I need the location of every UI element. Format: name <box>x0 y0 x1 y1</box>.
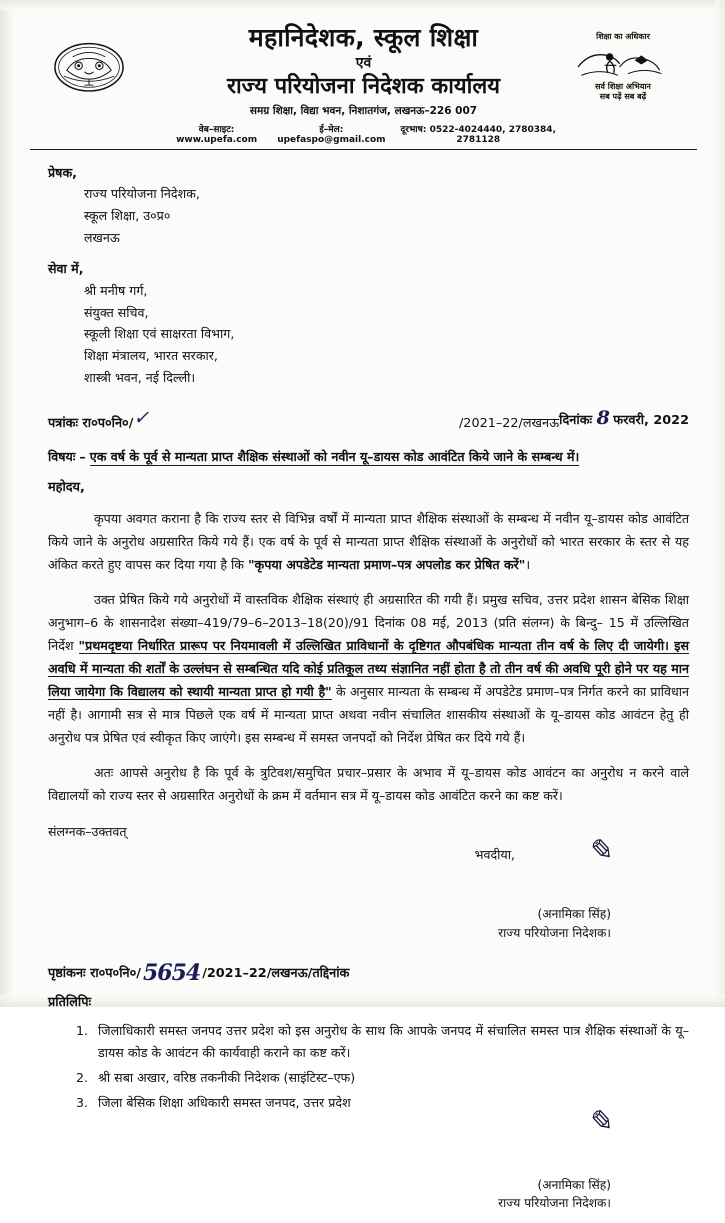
paragraph-1 <box>48 508 689 577</box>
reference-line <box>48 402 689 435</box>
endorsement-number: 5654 <box>142 959 201 986</box>
signature-block-2 <box>48 1103 689 1213</box>
rte-logo-text-bottom: सब पढ़ें सब बढ़ें <box>599 92 647 101</box>
copy-to-label: प्रतिलिपिः <box>48 994 92 1010</box>
endorsement-suffix: /2021–22/लखनऊ/तद्दिनांक <box>202 965 350 981</box>
subject-text: एक वर्ष के पूर्व से मान्यता प्राप्त शैक्षिक संस्थाओं को नवीन यू–डायस कोड आवंटित किये जाने के सम्बन्ध में। <box>89 449 580 465</box>
up-government-emblem-icon <box>52 40 126 96</box>
paragraph-1-quote: "कृपया अपडेटेड मान्यता प्रमाण–पत्र अपलोड कर प्रेषित करें" <box>247 556 526 572</box>
to-line4: शिक्षा मंत्रालय, भारत सरकार, <box>84 348 218 364</box>
list-item: 1. जिलाधिकारी समस्त जनपद उत्तर प्रदेश को इस अनुरोध के साथ कि आपके जनपद में संचालित समस्त पात्र शैक्षिक संस्थाओं के यू–डायस कोड के आवंटन की कार्यवाही कराने का कष्ट करें। <box>92 1020 689 1064</box>
email-label: ई–मेल: upefaspo@gmail.com <box>277 124 386 145</box>
date-block <box>559 402 689 435</box>
paragraph-2-part-a: उक्त प्रेषित किये गये अनुरोधों में वास्तविक शैक्षिक संस्थाएं ही अग्रसारित की गयी हैं। प्रमुख सचिव, उत्तर प्रदेश शासन बेसिक शिक्षा अनुभाग–6 के शासनादेश संख्या–419/79–6–2013–18(20)/91 दिनांक 08 मई, 2013 (प्रति संलग्न) के बिन्दु– 15 में उल्लिखित निर्देश <box>48 592 689 654</box>
paragraph-2 <box>48 589 689 749</box>
from-label: प्रेषक, <box>48 164 77 180</box>
rte-logo-text-top: शिक्षा का अधिकार <box>596 32 650 41</box>
date-handwritten: 8 <box>596 407 609 430</box>
paragraph-2-quote: "प्रथमदृष्टया निर्धारित प्रारूप पर नियमावली में उल्लिखित प्राविधानों के दृष्टिगत औपबंधिक मान्यता तीन वर्ष के लिए दी जायेगी। इस अवधि में मान्यता की शर्तों के उल्लंघन से सम्बन्धित यदि कोई प्रतिकूल तथ्य संज्ञानित नहीं होता है तो तीन वर्ष की अवधि पूरी होने पर यह मान लिया जायेगा कि विद्यालय को स्थायी मान्यता प्राप्त हो गयी है" <box>48 638 689 700</box>
from-line1: राज्य परियोजना निदेशक, <box>84 186 200 202</box>
yours-faithfully: भवदीया, <box>474 847 515 863</box>
date-label: दिनांकः <box>559 413 593 429</box>
copy-to-list <box>48 1020 689 1114</box>
subject-line <box>48 447 689 467</box>
endorsement-line <box>48 952 689 990</box>
salutation: महोदय, <box>48 480 85 496</box>
signer-designation-2: राज्य परियोजना निदेशक। <box>498 1196 611 1211</box>
office-title-line2: राज्य परियोजना निदेशक कार्यालय <box>226 73 501 99</box>
rte-logo-text-mid: सर्व शिक्षा अभियान <box>595 82 651 91</box>
handwritten-signature-1: ✎ <box>585 833 611 871</box>
website-label: वेब–साइट: www.upefa.com <box>176 124 258 145</box>
signer-name-2: (अनामिका सिंह) <box>537 1177 611 1192</box>
to-line5: शास्त्री भवन, नई दिल्ली। <box>84 369 196 385</box>
date-text: फरवरी, 2022 <box>613 413 689 429</box>
list-item: 3. जिला बेसिक शिक्षा अधिकारी समस्त जनपद, उत्तर प्रदेश <box>92 1092 689 1114</box>
letterhead <box>30 18 697 145</box>
endorsement-label: पृष्ठांकनः रा०प०नि०/ <box>48 965 141 981</box>
to-block <box>48 258 689 388</box>
paragraph-2-part-b: के अनुसार मान्यता के सम्बन्ध में अपडेटेड प्रमाण–पत्र निर्गत करने का प्राविधान नहीं है। आगामी सत्र से मात्र पिछले एक वर्ष में मान्यता प्राप्त अथवा नवीन संचालित शासकीय संस्थाओं के यू–डायस कोड आवंटन हेतु ही अनुरोध पत्र प्रेषित एवं स्वीकृत किए जाएंगे। इस सम्बन्ध में समस्त जनपदों को निर्देश प्रेषित कर दिये गये हैं। <box>48 684 689 745</box>
website-value: www.upefa.com <box>176 134 258 145</box>
phone-label: दूरभाष: 0522-4024440, 2780384, 2781128 <box>400 124 556 145</box>
office-address: समग्र शिक्षा, विद्या भवन, निशातगंज, लखनऊ–226 007 <box>249 105 478 118</box>
letter-session: /2021–22/लखनऊ <box>459 416 560 432</box>
signer-designation-1: राज्य परियोजना निदेशक। <box>498 925 611 940</box>
letterhead-contact <box>170 122 557 145</box>
letter-number-handwritten: ✓ <box>133 407 149 430</box>
signature-block-1 <box>48 833 689 941</box>
from-block <box>48 162 689 249</box>
to-line1: श्री मनीष गर्ग, <box>84 283 148 299</box>
letter-number-label: पत्रांकः रा०प०नि०/ <box>48 416 134 432</box>
subject-dash: – <box>79 449 86 465</box>
list-item: 2. श्री सबा अखार, वरिष्ठ तकनीकी निदेशक (साइंटिस्ट–एफ) <box>92 1067 689 1089</box>
to-line2: संयुक्त सचिव, <box>84 304 149 320</box>
letter-body <box>30 150 697 1213</box>
signer-name-1: (अनामिका सिंह) <box>537 907 611 922</box>
subject-label: विषयः <box>48 449 76 465</box>
right-to-education-logo-icon <box>563 32 683 114</box>
from-line3: लखनऊ <box>84 229 120 245</box>
to-line3: स्कूली शिक्षा एवं साक्षरता विभाग, <box>84 326 235 342</box>
from-line2: स्कूल शिक्षा, उ०प्र० <box>84 208 171 224</box>
paragraph-3: अतः आपसे अनुरोध है कि पूर्व के त्रुटिवश/समुचित प्रचार–प्रसार के अभाव में यू–डायस कोड आवंटन का अनुरोध न करने वाले विद्यालयों को राज्य स्तर से अग्रसारित अनुरोधों के क्रम में वर्तमान सत्र में यू–डायस कोड आवंटित करने का कष्ट करें। <box>48 765 689 804</box>
handwritten-signature-2: ✎ <box>585 1103 611 1141</box>
attachment-note: संलग्नक–उक्तवत् <box>48 823 127 839</box>
paragraph-1-part-b: । <box>525 556 531 572</box>
paragraph-1-part-a: कृपया अवगत कराना है कि राज्य स्तर से विभिन्न वर्षों में मान्यता प्राप्त शैक्षिक संस्थाओं के सम्बन्ध में नवीन यू–डायस कोड आवंटित किये जाने के अनुरोध अग्रसारित किये गये हैं। एक वर्ष के पूर्व से मान्यता प्राप्त शैक्षिक संस्थाओं के अनुरोधों को भारत सरकार के स्तर से यह अंकित करते हुए वापस कर दिया गया है कि <box>48 511 689 572</box>
office-title-line1: महानिदेशक, स्कूल शिक्षा <box>248 23 479 52</box>
office-title-evam: एवं <box>355 54 372 71</box>
phone-value: 0522-4024440, 2780384, 2781128 <box>429 124 556 145</box>
email-value: upefaspo@gmail.com <box>277 134 386 145</box>
to-label: सेवा में, <box>48 261 84 277</box>
